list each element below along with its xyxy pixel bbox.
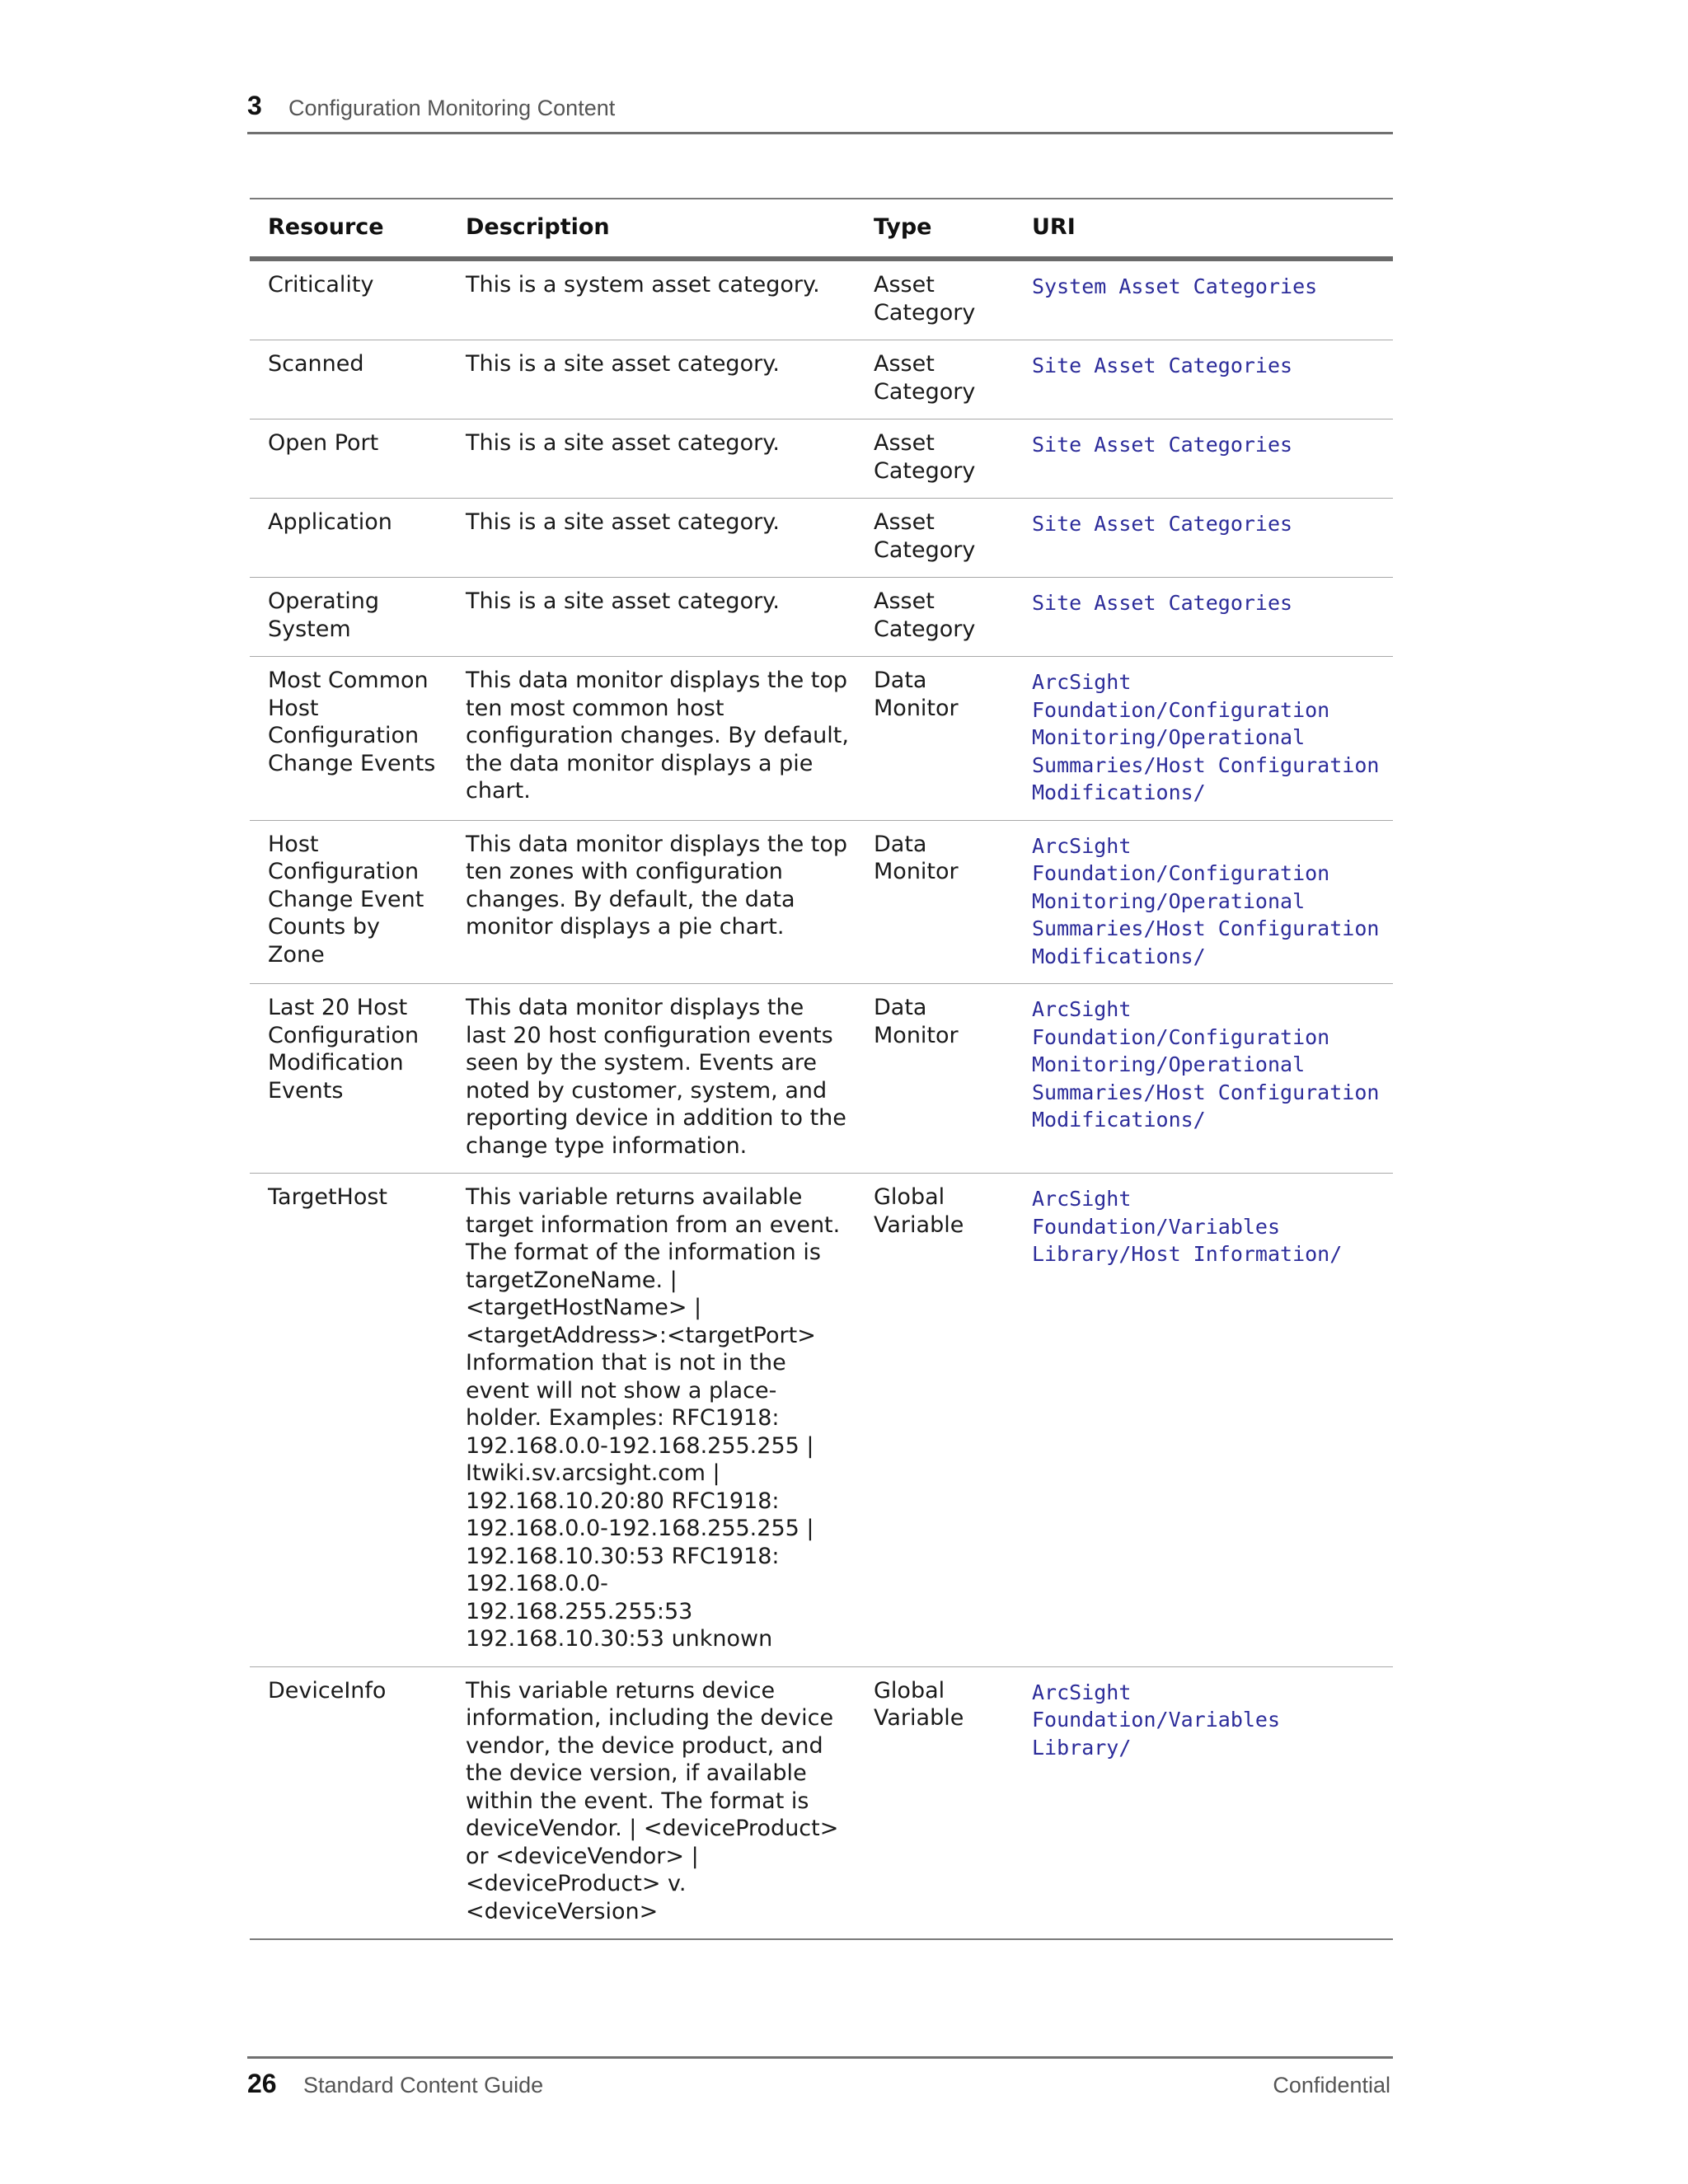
description-cell: This variable returns available target information from an event. The format of the information is targetZoneName. | <targetHostName> | <targetAddress>:<targetPort> Information that is not in the event will not show a place- holder. Examples: RFC1918: 192.168.0.0-192.168.255.255 | Itwiki.sv.arcsight.com | 192.168.10.20:80 RFC1918: 192.168.0.0-192.168.255.255 | 192.168.10.30:53 RFC1918: 192.168.0.0- 192.168.255.255:53 192.168.10.30:53 unknown bbox=[448, 1174, 856, 1667]
description-cell: This is a site asset category. bbox=[448, 578, 856, 657]
page-footer bbox=[247, 2056, 1393, 2108]
type-cell: Global Variable bbox=[874, 1677, 964, 1731]
resource-cell: Operating System bbox=[250, 578, 448, 657]
table-row bbox=[250, 499, 1393, 578]
type-cell: Data Monitor bbox=[856, 820, 1014, 984]
resource-cell: Most Common Host Configuration Change Events bbox=[250, 657, 448, 821]
table-row bbox=[250, 657, 1393, 821]
table-row bbox=[250, 984, 1393, 1174]
table-row bbox=[250, 419, 1393, 499]
table-row bbox=[250, 820, 1393, 984]
description-cell: This is a site asset category. bbox=[448, 419, 856, 499]
resource-cell: TargetHost bbox=[250, 1174, 448, 1667]
column-header-uri: URI bbox=[1014, 199, 1393, 259]
table-row bbox=[250, 1174, 1393, 1667]
resource-cell: Host Configuration Change Event Counts by Zone bbox=[250, 820, 448, 984]
column-header-resource: Resource bbox=[250, 199, 448, 259]
type-cell: Data Monitor bbox=[856, 984, 1014, 1174]
resource-table-container bbox=[250, 198, 1393, 1940]
table-row bbox=[250, 578, 1393, 657]
uri-link[interactable]: Site Asset Categories bbox=[1014, 499, 1393, 578]
resource-cell: DeviceInfo bbox=[268, 1677, 387, 1704]
description-cell: This data monitor displays the last 20 host configuration events seen by the system. Events are noted by customer, system, and reporting device in addition to the change type information. bbox=[448, 984, 856, 1174]
type-cell: Data Monitor bbox=[856, 657, 1014, 821]
uri-link[interactable]: Site Asset Categories bbox=[1014, 419, 1393, 499]
column-header-description: Description bbox=[448, 199, 856, 259]
table-header-row bbox=[250, 199, 1393, 259]
resource-cell: Scanned bbox=[250, 340, 448, 419]
uri-link[interactable]: System Asset Categories bbox=[1014, 259, 1393, 340]
uri-link[interactable]: ArcSight Foundation/Variables Library/ bbox=[1032, 1680, 1281, 1760]
uri-link[interactable]: ArcSight Foundation/Configuration Monitoring/Operational Summaries/Host Configuration Modifications/ bbox=[1014, 984, 1393, 1174]
resource-cell: Criticality bbox=[250, 259, 448, 340]
chapter-title: Configuration Monitoring Content bbox=[288, 96, 616, 120]
page-header bbox=[247, 91, 1393, 134]
type-cell: Asset Category bbox=[856, 578, 1014, 657]
column-header-type: Type bbox=[856, 199, 1014, 259]
resource-cell: Last 20 Host Configuration Modification Events bbox=[250, 984, 448, 1174]
chapter-number: 3 bbox=[247, 91, 262, 120]
type-cell: Asset Category bbox=[856, 419, 1014, 499]
uri-link[interactable]: ArcSight Foundation/Configuration Monitoring/Operational Summaries/Host Configuration Modifications/ bbox=[1014, 820, 1393, 984]
type-cell: Asset Category bbox=[856, 259, 1014, 340]
page-number: 26 bbox=[247, 2069, 277, 2098]
table-row bbox=[250, 340, 1393, 419]
uri-link[interactable]: ArcSight Foundation/Configuration Monitoring/Operational Summaries/Host Configuration Modifications/ bbox=[1014, 657, 1393, 821]
uri-link[interactable]: Site Asset Categories bbox=[1014, 340, 1393, 419]
description-cell: This variable returns device information, including the device vendor, the device product, and the device version, if available within the event. The format is deviceVendor. | <deviceProduct> or <deviceVendor> | <deviceProduct> v. <deviceVersion> bbox=[466, 1677, 839, 1924]
uri-link[interactable]: ArcSight Foundation/Variables Library/Host Information/ bbox=[1014, 1174, 1393, 1667]
confidential-label: Confidential bbox=[1273, 2073, 1390, 2097]
resource-table bbox=[250, 198, 1393, 1940]
table-row bbox=[250, 1666, 1393, 1939]
table-row bbox=[250, 259, 1393, 340]
description-cell: This data monitor displays the top ten most common host configuration changes. By default, the data monitor displays a pie chart. bbox=[448, 657, 856, 821]
guide-title: Standard Content Guide bbox=[303, 2073, 544, 2097]
type-cell: Asset Category bbox=[856, 340, 1014, 419]
description-cell: This data monitor displays the top ten zones with configuration changes. By default, the data monitor displays a pie chart. bbox=[448, 820, 856, 984]
resource-cell: Open Port bbox=[250, 419, 448, 499]
type-cell: Asset Category bbox=[856, 499, 1014, 578]
description-cell: This is a system asset category. bbox=[448, 259, 856, 340]
uri-link[interactable]: Site Asset Categories bbox=[1014, 578, 1393, 657]
type-cell: Global Variable bbox=[856, 1174, 1014, 1667]
resource-cell: Application bbox=[250, 499, 448, 578]
description-cell: This is a site asset category. bbox=[448, 340, 856, 419]
description-cell: This is a site asset category. bbox=[448, 499, 856, 578]
